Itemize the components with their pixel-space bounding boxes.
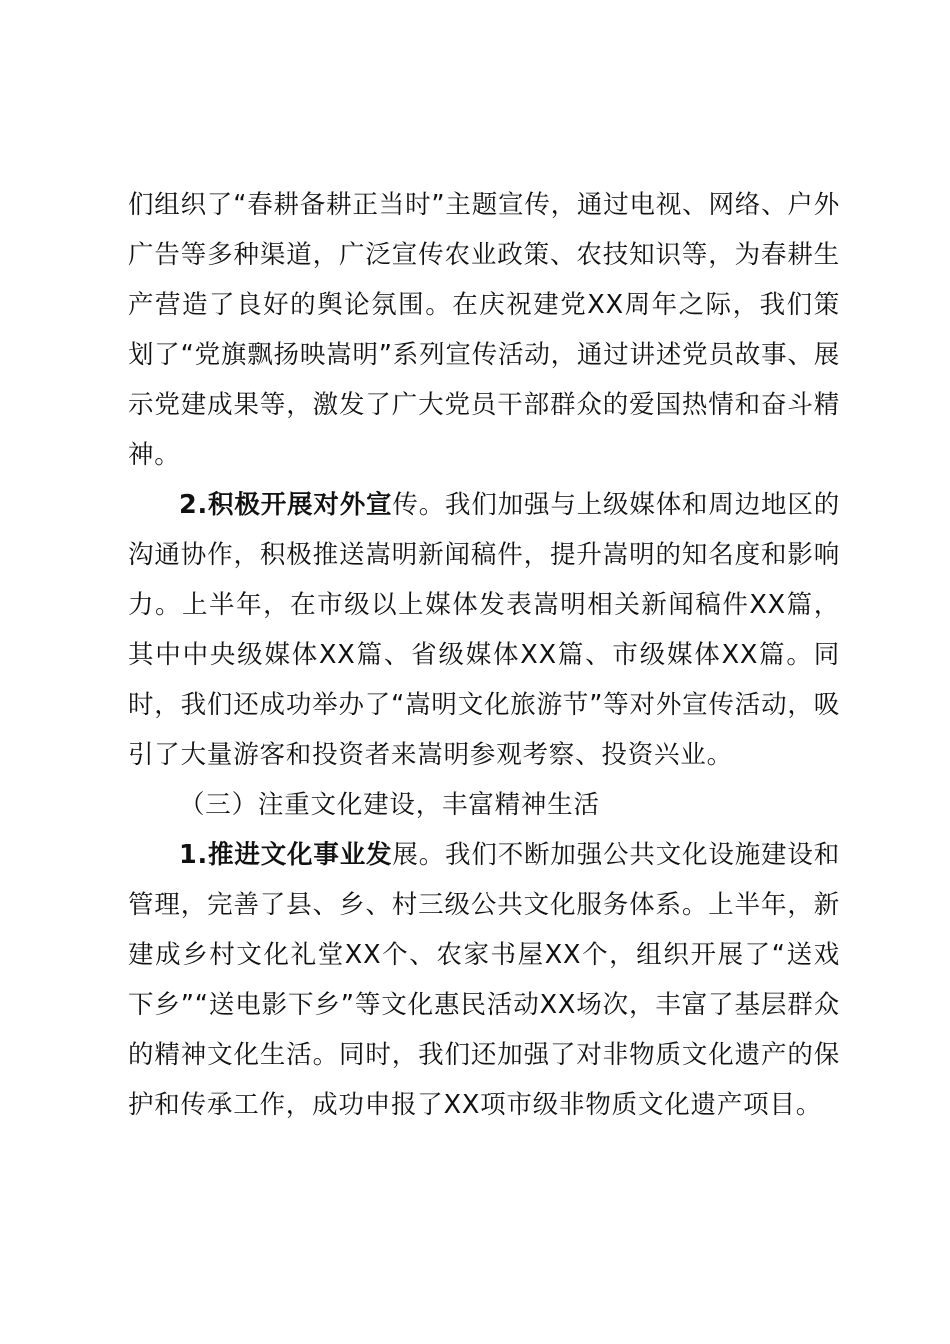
section-heading-text: （三）注重文化建设，丰富精神生活 [179,790,600,820]
paragraph-cultural-development [128,830,840,1130]
section-heading [128,780,840,830]
paragraph-external-publicity [128,480,840,780]
paragraph-text: 传。我们加强与上级媒体和周边地区的沟通协作，积极推送嵩明新闻稿件，提升嵩明的知名度和影响力。上半年，在市级以上媒体发表嵩明相关新闻稿件XX篇，其中中央级媒体XX篇、省级媒体XX篇、市级媒体XX篇。同时，我们还成功举办了“嵩明文化旅游节”等对外宣传活动，吸引了大量游客和投资者来嵩明参观考察、投资兴业。 [128,490,840,770]
paragraph-text: 展。我们不断加强公共文化设施建设和管理，完善了县、乡、村三级公共文化服务体系。上半年，新建成乡村文化礼堂XX个、农家书屋XX个，组织开展了“送戏下乡”“送电影下乡”等文化惠民活动XX场次，丰富了基层群众的精神文化生活。同时，我们还加强了对非物质文化遗产的保护和传承工作，成功申报了XX项市级非物质文化遗产项目。 [128,840,840,1120]
item-heading: 2.积极开展对外宣 [179,490,393,520]
item-heading: 1.推进文化事业发 [179,840,393,870]
paragraph-text: 们组织了“春耕备耕正当时”主题宣传，通过电视、网络、户外广告等多种渠道，广泛宣传农业政策、农技知识等，为春耕生产营造了良好的舆论氛围。在庆祝建党XX周年之际，我们策划了“党旗飘扬映嵩明”系列宣传活动，通过讲述党员故事、展示党建成果等，激发了广大党员干部群众的爱国热情和奋斗精神。 [128,190,840,470]
document-body [128,180,840,1130]
paragraph-continued [128,180,840,480]
